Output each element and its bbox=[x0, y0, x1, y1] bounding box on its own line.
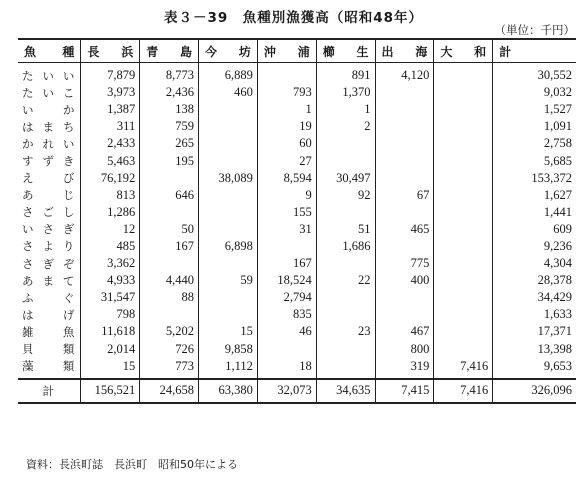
fish-name: 貝類 bbox=[22, 342, 75, 357]
value-cell: 726 bbox=[140, 341, 199, 358]
value-cell bbox=[434, 341, 493, 358]
col-header-total: 計 bbox=[493, 39, 576, 63]
total-row bbox=[18, 379, 576, 403]
value-cell: 6,898 bbox=[199, 238, 258, 255]
fish-name: たいこ bbox=[22, 85, 75, 100]
table-row bbox=[18, 63, 576, 85]
total-cell: 32,073 bbox=[257, 379, 316, 403]
value-cell: 11,618 bbox=[81, 323, 140, 340]
table-row bbox=[18, 84, 576, 101]
value-cell: 1,091 bbox=[493, 118, 576, 135]
value-cell: 34,429 bbox=[493, 289, 576, 306]
value-cell bbox=[375, 289, 434, 306]
value-cell bbox=[434, 84, 493, 101]
fish-name: ふぐ bbox=[22, 290, 75, 305]
fish-name: いさぎ bbox=[22, 222, 75, 237]
catch-table bbox=[18, 38, 576, 404]
value-cell: 1,527 bbox=[493, 101, 576, 118]
value-cell: 9 bbox=[257, 187, 316, 204]
value-cell: 15 bbox=[199, 323, 258, 340]
value-cell bbox=[140, 204, 199, 221]
table-row bbox=[18, 306, 576, 323]
total-cell: 63,380 bbox=[199, 379, 258, 403]
value-cell bbox=[434, 63, 493, 85]
value-cell: 4,120 bbox=[375, 63, 434, 85]
table-row bbox=[18, 341, 576, 358]
value-cell bbox=[375, 135, 434, 152]
value-cell: 2,758 bbox=[493, 135, 576, 152]
value-cell: 5,463 bbox=[81, 152, 140, 169]
value-cell: 2,014 bbox=[81, 341, 140, 358]
col-header-imabo: 今 坊 bbox=[199, 39, 258, 63]
value-cell: 467 bbox=[375, 323, 434, 340]
value-cell: 7,879 bbox=[81, 63, 140, 85]
value-cell: 4,933 bbox=[81, 272, 140, 289]
value-cell: 835 bbox=[257, 306, 316, 323]
total-label: 計 bbox=[18, 379, 81, 403]
value-cell: 13,398 bbox=[493, 341, 576, 358]
value-cell: 775 bbox=[375, 255, 434, 272]
total-cell: 7,416 bbox=[434, 379, 493, 403]
fish-name: たいい bbox=[22, 68, 75, 83]
total-cell: 34,635 bbox=[316, 379, 375, 403]
table-row bbox=[18, 135, 576, 152]
value-cell: 60 bbox=[257, 135, 316, 152]
value-cell: 7,416 bbox=[434, 358, 493, 379]
value-cell bbox=[199, 204, 258, 221]
value-cell: 3,362 bbox=[81, 255, 140, 272]
value-cell: 27 bbox=[257, 152, 316, 169]
value-cell: 485 bbox=[81, 238, 140, 255]
total-cell: 7,415 bbox=[375, 379, 434, 403]
table-row bbox=[18, 221, 576, 238]
value-cell: 2,433 bbox=[81, 135, 140, 152]
value-cell: 1 bbox=[257, 101, 316, 118]
value-cell: 1,441 bbox=[493, 204, 576, 221]
value-cell: 800 bbox=[375, 341, 434, 358]
value-cell bbox=[434, 101, 493, 118]
value-cell: 38,089 bbox=[199, 170, 258, 187]
value-cell bbox=[199, 187, 258, 204]
value-cell bbox=[434, 152, 493, 169]
value-cell: 773 bbox=[140, 358, 199, 379]
value-cell bbox=[434, 118, 493, 135]
value-cell: 76,192 bbox=[81, 170, 140, 187]
value-cell bbox=[316, 358, 375, 379]
value-cell: 460 bbox=[199, 84, 258, 101]
value-cell: 23 bbox=[316, 323, 375, 340]
value-cell: 167 bbox=[140, 238, 199, 255]
value-cell bbox=[140, 170, 199, 187]
value-cell: 30,497 bbox=[316, 170, 375, 187]
value-cell: 28,378 bbox=[493, 272, 576, 289]
value-cell bbox=[316, 289, 375, 306]
value-cell bbox=[434, 238, 493, 255]
col-header-aoshima: 青 島 bbox=[140, 39, 199, 63]
value-cell bbox=[375, 152, 434, 169]
value-cell: 30,552 bbox=[493, 63, 576, 85]
value-cell: 31,547 bbox=[81, 289, 140, 306]
value-cell bbox=[434, 187, 493, 204]
value-cell bbox=[434, 306, 493, 323]
value-cell bbox=[316, 152, 375, 169]
fish-name: はげ bbox=[22, 307, 75, 322]
value-cell bbox=[375, 204, 434, 221]
value-cell bbox=[434, 170, 493, 187]
value-cell: 793 bbox=[257, 84, 316, 101]
value-cell: 1,686 bbox=[316, 238, 375, 255]
table-row bbox=[18, 358, 576, 379]
value-cell bbox=[375, 238, 434, 255]
fish-name: あじ bbox=[22, 188, 75, 203]
value-cell bbox=[140, 255, 199, 272]
value-cell: 891 bbox=[316, 63, 375, 85]
col-header-nagahama: 長 浜 bbox=[81, 39, 140, 63]
value-cell: 51 bbox=[316, 221, 375, 238]
value-cell bbox=[316, 255, 375, 272]
source-note: 資料：長浜町誌 長浜町 昭和50年による bbox=[26, 458, 238, 471]
value-cell: 1 bbox=[316, 101, 375, 118]
value-cell: 31 bbox=[257, 221, 316, 238]
value-cell: 18 bbox=[257, 358, 316, 379]
value-cell bbox=[140, 306, 199, 323]
value-cell: 646 bbox=[140, 187, 199, 204]
table-row bbox=[18, 238, 576, 255]
fish-name: 雑魚 bbox=[22, 324, 75, 339]
value-cell: 22 bbox=[316, 272, 375, 289]
fish-name: 藻類 bbox=[22, 359, 75, 374]
value-cell: 2,794 bbox=[257, 289, 316, 306]
table-row bbox=[18, 272, 576, 289]
value-cell: 59 bbox=[199, 272, 258, 289]
value-cell bbox=[375, 101, 434, 118]
value-cell: 8,773 bbox=[140, 63, 199, 85]
header-row bbox=[18, 39, 576, 63]
value-cell bbox=[316, 135, 375, 152]
unit-label: （単位：千円） bbox=[494, 23, 575, 37]
value-cell bbox=[257, 63, 316, 85]
table-row bbox=[18, 289, 576, 306]
fish-name: さごし bbox=[22, 205, 75, 220]
fish-name: さぎぞ bbox=[22, 256, 75, 271]
value-cell: 167 bbox=[257, 255, 316, 272]
value-cell: 9,653 bbox=[493, 358, 576, 379]
col-header-fish-type: 魚 種 bbox=[18, 39, 81, 63]
fish-name: すずき bbox=[22, 154, 75, 169]
value-cell: 609 bbox=[493, 221, 576, 238]
value-cell: 153,372 bbox=[493, 170, 576, 187]
value-cell: 1,286 bbox=[81, 204, 140, 221]
value-cell: 88 bbox=[140, 289, 199, 306]
table-title: 表３－39 魚種別漁獲高（昭和48年） bbox=[163, 10, 424, 26]
value-cell bbox=[199, 152, 258, 169]
value-cell: 12 bbox=[81, 221, 140, 238]
value-cell: 17,371 bbox=[493, 323, 576, 340]
value-cell bbox=[434, 204, 493, 221]
total-cell: 156,521 bbox=[81, 379, 140, 403]
col-header-kushiu: 櫛 生 bbox=[316, 39, 375, 63]
value-cell bbox=[434, 221, 493, 238]
total-cell: 24,658 bbox=[140, 379, 199, 403]
value-cell: 9,236 bbox=[493, 238, 576, 255]
value-cell bbox=[199, 135, 258, 152]
value-cell: 3,973 bbox=[81, 84, 140, 101]
value-cell: 46 bbox=[257, 323, 316, 340]
value-cell: 319 bbox=[375, 358, 434, 379]
value-cell bbox=[257, 341, 316, 358]
value-cell bbox=[434, 272, 493, 289]
value-cell: 400 bbox=[375, 272, 434, 289]
table-row bbox=[18, 170, 576, 187]
value-cell: 92 bbox=[316, 187, 375, 204]
value-cell: 465 bbox=[375, 221, 434, 238]
value-cell bbox=[199, 118, 258, 135]
value-cell bbox=[257, 238, 316, 255]
table-row bbox=[18, 152, 576, 169]
value-cell bbox=[316, 306, 375, 323]
value-cell: 813 bbox=[81, 187, 140, 204]
value-cell: 4,440 bbox=[140, 272, 199, 289]
fish-name: えび bbox=[22, 171, 75, 186]
value-cell bbox=[434, 289, 493, 306]
table-row bbox=[18, 118, 576, 135]
value-cell: 9,032 bbox=[493, 84, 576, 101]
value-cell: 265 bbox=[140, 135, 199, 152]
value-cell bbox=[375, 84, 434, 101]
value-cell: 759 bbox=[140, 118, 199, 135]
value-cell bbox=[434, 323, 493, 340]
fish-name: あまて bbox=[22, 273, 75, 288]
value-cell: 2,436 bbox=[140, 84, 199, 101]
value-cell bbox=[199, 221, 258, 238]
table-row bbox=[18, 187, 576, 204]
value-cell bbox=[434, 255, 493, 272]
table-row bbox=[18, 101, 576, 118]
value-cell: 155 bbox=[257, 204, 316, 221]
value-cell bbox=[434, 135, 493, 152]
value-cell: 1,627 bbox=[493, 187, 576, 204]
value-cell: 798 bbox=[81, 306, 140, 323]
fish-name: いか bbox=[22, 102, 75, 117]
value-cell bbox=[316, 341, 375, 358]
value-cell: 9,858 bbox=[199, 341, 258, 358]
value-cell: 5,685 bbox=[493, 152, 576, 169]
value-cell: 1,112 bbox=[199, 358, 258, 379]
total-cell: 326,096 bbox=[493, 379, 576, 403]
value-cell bbox=[199, 306, 258, 323]
value-cell bbox=[375, 170, 434, 187]
value-cell: 1,387 bbox=[81, 101, 140, 118]
fish-name: かれい bbox=[22, 136, 75, 151]
col-header-yamato: 大 和 bbox=[434, 39, 493, 63]
value-cell: 2 bbox=[316, 118, 375, 135]
value-cell: 4,304 bbox=[493, 255, 576, 272]
value-cell: 50 bbox=[140, 221, 199, 238]
value-cell: 15 bbox=[81, 358, 140, 379]
value-cell: 1,370 bbox=[316, 84, 375, 101]
col-header-izumi: 出 海 bbox=[375, 39, 434, 63]
value-cell: 19 bbox=[257, 118, 316, 135]
value-cell: 6,889 bbox=[199, 63, 258, 85]
value-cell: 311 bbox=[81, 118, 140, 135]
fish-name: はまち bbox=[22, 119, 75, 134]
value-cell bbox=[375, 306, 434, 323]
value-cell: 1,633 bbox=[493, 306, 576, 323]
value-cell: 18,524 bbox=[257, 272, 316, 289]
value-cell bbox=[316, 204, 375, 221]
value-cell: 138 bbox=[140, 101, 199, 118]
table-row bbox=[18, 204, 576, 221]
table-row bbox=[18, 255, 576, 272]
value-cell bbox=[375, 118, 434, 135]
value-cell: 5,202 bbox=[140, 323, 199, 340]
value-cell: 195 bbox=[140, 152, 199, 169]
table-row bbox=[18, 323, 576, 340]
fish-name: さより bbox=[22, 239, 75, 254]
value-cell bbox=[199, 289, 258, 306]
value-cell: 67 bbox=[375, 187, 434, 204]
value-cell bbox=[199, 101, 258, 118]
col-header-okiura: 沖 浦 bbox=[257, 39, 316, 63]
value-cell: 8,594 bbox=[257, 170, 316, 187]
value-cell bbox=[199, 255, 258, 272]
